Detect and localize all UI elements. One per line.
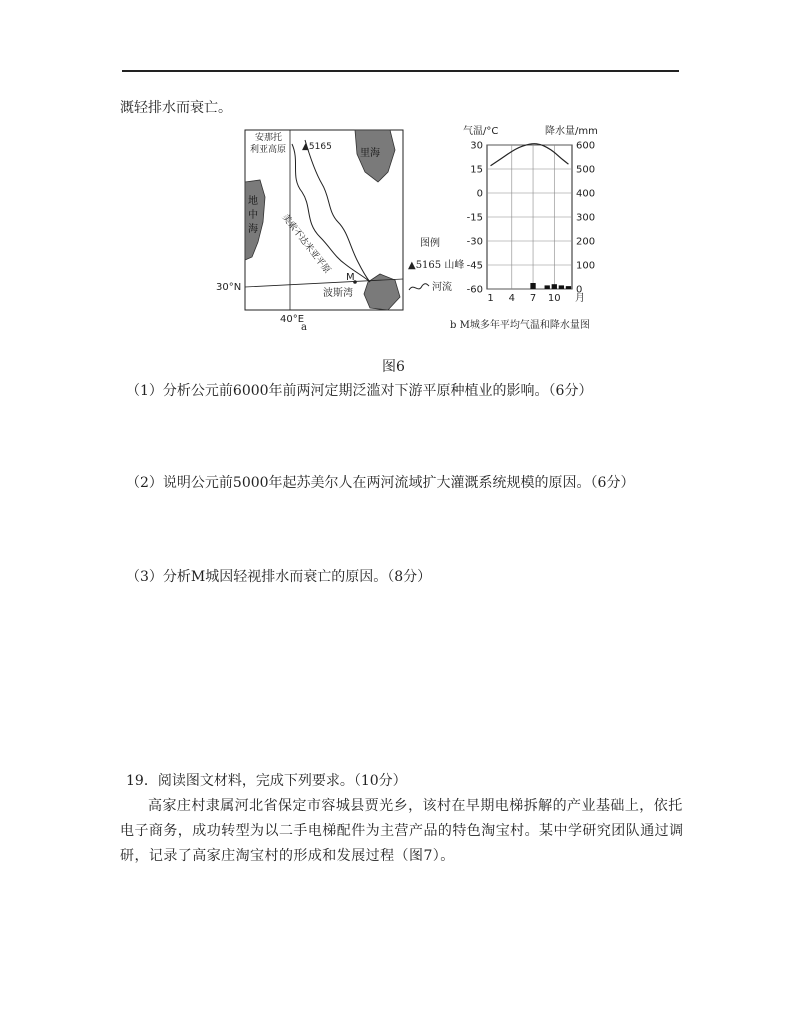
lat-label: 30°N [216,282,242,293]
med-label-3: 海 [248,224,258,235]
x-tick-label: 1 [487,293,494,304]
chart-ticks [467,141,595,305]
chart-caption: b M城多年平均气温和降水量图 [450,320,590,331]
right-tick-label: 300 [576,212,596,224]
right-tick-label: 600 [576,140,596,152]
q19-line2: 电子商务，成功转型为以二手电梯配件为主营产品的特色淘宝村。某中学研究团队通过调 [120,823,684,839]
left-tick-label: -15 [466,212,483,224]
caspian-label: 里海 [360,148,380,159]
q19-line3: 研，记录了高家庄淘宝村的形成和发展过程（图7）。 [120,848,455,864]
q19-line1: 高家庄村隶属河北省保定市容城县贾光乡，该村在早期电梯拆解的产业基础上，依托 [148,798,683,814]
figure-caption: 图6 [382,359,405,375]
left-tick-label: 30 [470,140,483,152]
right-axis-label: 降水量/mm [545,126,598,137]
right-tick-label: 100 [576,260,596,272]
question-2: （2）说明公元前5000年起苏美尔人在两河流域扩大灌溉系统规模的原因。（6分） [126,475,635,491]
precip-bar [559,285,564,289]
precip-bar [552,284,557,289]
chart-grid [487,145,572,289]
peak-marker: ▲5165 [302,142,332,152]
legend-title: 图例 [420,238,440,249]
city-m-label: M [346,272,355,283]
question-3: （3）分析M城因轻视排水而衰亡的原因。（8分） [126,569,432,585]
right-tick-label: 0 [576,284,583,296]
legend-peak: ▲5165 山峰 [408,260,465,271]
precip-bar [530,283,535,289]
precip-bar [545,285,550,289]
question-1: （1）分析公元前6000年前两河定期泛滥对下游平原种植业的影响。（6分） [126,383,593,399]
temperature-curve [491,144,569,166]
map-sub-caption: a [301,322,307,333]
left-tick-label: -30 [466,236,483,248]
climate-chart [455,122,630,312]
legend-river: 河流 [432,282,452,293]
x-unit-label: 月 [575,293,585,304]
precip-bars [530,283,571,289]
left-tick-label: 15 [470,164,483,176]
x-tick-label: 10 [547,293,561,304]
gulf-label: 波斯湾 [323,288,353,299]
plateau-label-1: 安那托 [255,133,283,143]
precip-bar [566,286,571,289]
left-tick-label: -45 [466,260,483,272]
right-tick-label: 200 [576,236,596,248]
x-tick-label: 7 [529,293,537,304]
plateau-label-2: 利亚高原 [250,145,287,155]
plain-label: 美索不达米亚平原 [279,212,332,276]
lon-label: 40°E [280,314,305,325]
left-tick-label: 0 [476,188,483,200]
med-label-2: 中 [248,210,258,221]
left-tick-label: -60 [466,284,483,296]
header-rule [122,70,679,72]
left-axis-label: 气温/°C [463,126,499,137]
x-tick-label: 4 [508,293,515,304]
right-tick-label: 400 [576,188,596,200]
euphrates-river [292,144,370,282]
right-tick-label: 500 [576,164,596,176]
q19-heading: 19．阅读图文材料，完成下列要求。（10分） [126,773,407,789]
map-figure-a [216,122,405,325]
legend-river-icon [408,282,430,294]
intro-line: 溉轻排水而衰亡。 [120,100,232,116]
med-label-1: 地 [248,196,258,207]
